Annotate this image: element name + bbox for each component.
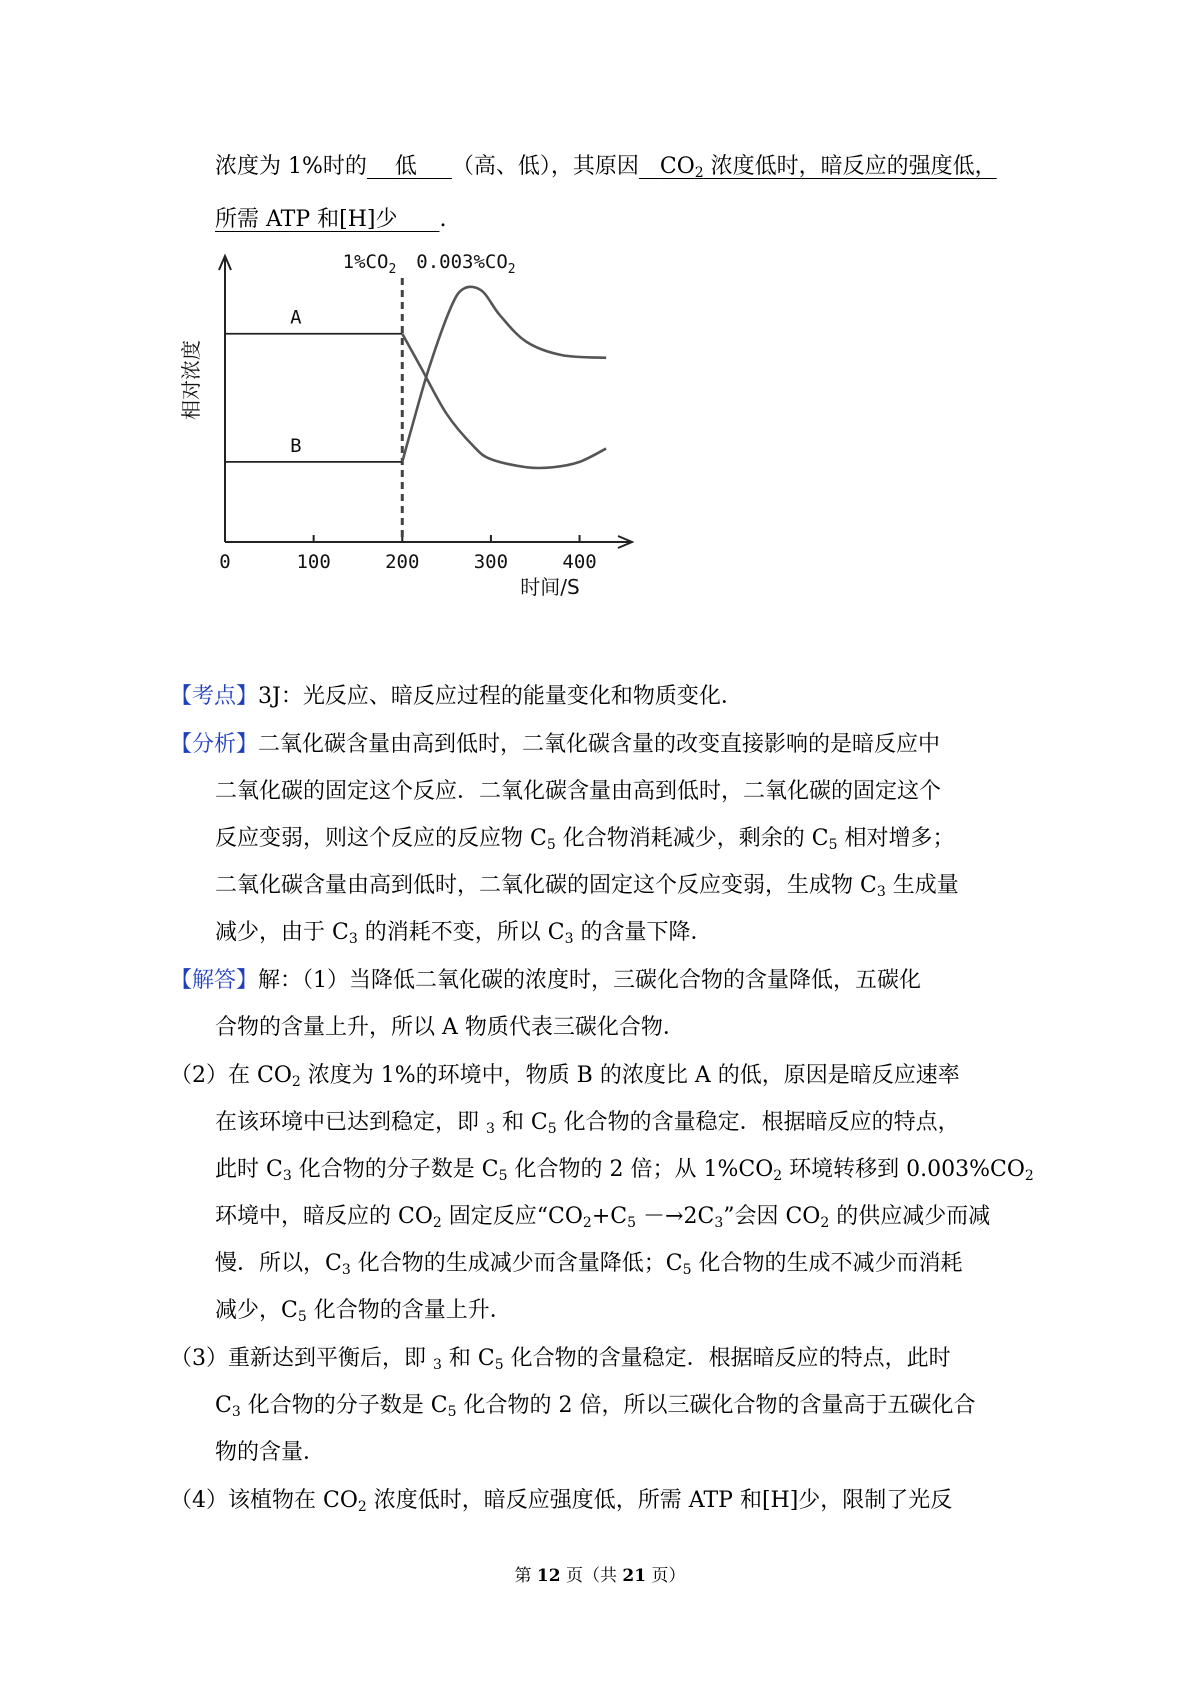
text: 化合物的 2 倍，所以三碳化合物的含量高于五碳化合 <box>456 1393 976 1418</box>
total-pages: 21 <box>622 1566 647 1586</box>
text: 化合物的含量稳定．根据暗反应的特点，此时 <box>503 1346 951 1371</box>
p2-line-5 <box>215 1249 963 1279</box>
subscript: 3 <box>564 931 574 947</box>
text: 页（共 <box>560 1566 623 1586</box>
answer-text: CO <box>659 154 695 179</box>
text: 化合物的分子数是 C <box>240 1393 448 1418</box>
text: 的消耗不变，所以 C <box>357 920 565 945</box>
subscript: 2 <box>820 1215 830 1231</box>
p2-line-6 <box>215 1296 512 1326</box>
kaodian-tag: 【考点】 <box>170 684 259 709</box>
x-tick-label: 400 <box>562 551 597 573</box>
subscript: 2 <box>1024 1168 1034 1184</box>
text: 化合物的分子数是 C <box>291 1157 499 1182</box>
text: +C <box>591 1204 628 1229</box>
text: 反应变弱，则这个反应的反应物 C <box>215 826 547 851</box>
text: 化合物的含量稳定．根据暗反应的特点， <box>556 1110 960 1135</box>
text: 的含量下降． <box>573 920 713 945</box>
annotation-sub: 2 <box>507 262 516 277</box>
text: ”会因 CO <box>723 1204 821 1229</box>
text: 二氧化碳含量由高到低时，二氧化碳含量的改变直接影响的是暗反应中 <box>258 732 941 757</box>
subscript: 2 <box>291 1074 301 1090</box>
subscript: 3 <box>282 1168 292 1184</box>
subscript: 2 <box>582 1215 592 1231</box>
subscript: 3 <box>876 884 886 900</box>
p3-line-3 <box>215 1438 325 1468</box>
annotation-1pct-co2: $1\%CO_2$ <box>342 251 397 277</box>
annotation-sub: 2 <box>388 262 397 277</box>
subscript: 5 <box>546 837 556 853</box>
page-number: 12 <box>536 1566 561 1586</box>
answer-blank <box>215 207 439 232</box>
text: C <box>215 1393 232 1418</box>
answer-text: 低 <box>394 154 417 179</box>
x-tick-label: 200 <box>385 551 420 573</box>
subscript: 3 <box>231 1404 241 1420</box>
annotation-0003pct-co2: $0.003\%CO_2$ <box>416 251 516 277</box>
subscript: 5 <box>682 1262 692 1278</box>
y-axis-label-group <box>179 340 203 420</box>
text: 浓度为 1%的环境中，物质 B 的浓度比 A 的低，原因是暗反应速率 <box>300 1063 960 1088</box>
p3-line-1 <box>170 1344 951 1374</box>
answer-line-2 <box>215 205 446 235</box>
text: 浓度为 1%时的 <box>215 154 367 179</box>
page-footer <box>0 1561 1200 1586</box>
p2-line-4 <box>215 1202 990 1232</box>
subscript: 5 <box>494 1357 504 1373</box>
text: （3）重新达到平衡后，即 <box>170 1346 426 1371</box>
fenxi-tag: 【分析】 <box>170 732 259 757</box>
chart-axes <box>179 256 632 599</box>
text: 二氧化碳含量由高到低时，二氧化碳的固定这个反应变弱，生成物 C <box>215 873 877 898</box>
concentration-chart <box>170 250 670 620</box>
subscript: 3 <box>486 1121 495 1137</box>
text: 慢．所以，C <box>215 1251 342 1276</box>
text: 页） <box>646 1566 686 1586</box>
subscript: 5 <box>828 837 838 853</box>
kaodian-line <box>170 682 743 712</box>
text: 合物的含量上升，所以 A 物质代表三碳化合物． <box>215 1015 685 1040</box>
jieda-line-2 <box>215 1013 685 1043</box>
text: 和 C <box>501 1110 548 1135</box>
text: 的供应减少而减 <box>829 1204 991 1229</box>
y-axis-label: 相对浓度 <box>179 340 203 420</box>
text: 化合物的含量上升． <box>306 1298 512 1323</box>
text: 化合物的生成减少而含量降低；C <box>350 1251 683 1276</box>
p2-line-2 <box>215 1108 960 1138</box>
fenxi-line-1 <box>170 730 940 760</box>
text: 此时 C <box>215 1157 283 1182</box>
x-tick-label: 300 <box>473 551 509 573</box>
text: . <box>439 207 447 232</box>
answer-blank <box>639 154 997 179</box>
text: 解：（1）当降低二氧化碳的浓度时，三碳化合物的含量降低，五碳化 <box>258 968 922 993</box>
series-label-a: A <box>290 306 302 329</box>
fenxi-line-5 <box>215 918 713 948</box>
answer-blank <box>367 154 452 179</box>
text: 化合物消耗减少，剩余的 C <box>555 826 829 851</box>
subscript: 5 <box>498 1168 508 1184</box>
text: 环境中，暗反应的 CO <box>215 1204 433 1229</box>
subscript: 2 <box>773 1168 783 1184</box>
subscript: 2 <box>432 1215 442 1231</box>
answer-text: 所需 ATP 和[H]少 <box>215 207 398 232</box>
series-label-b: B <box>290 434 302 457</box>
chart-marks <box>225 251 606 542</box>
text: －→2C <box>636 1204 715 1229</box>
text: 环境转移到 0.003%CO <box>782 1157 1025 1182</box>
text: 固定反应“CO <box>441 1204 583 1229</box>
answer-line-1 <box>215 152 997 182</box>
text: （2）在 CO <box>170 1063 292 1088</box>
p2-line-1 <box>170 1061 960 1091</box>
subscript: 5 <box>547 1121 557 1137</box>
subscript: 5 <box>447 1404 457 1420</box>
text: 减少，C <box>215 1298 298 1323</box>
text: 相对增多； <box>837 826 955 851</box>
subscript: 2 <box>694 165 704 181</box>
text: 化合物的 2 倍；从 1%CO <box>507 1157 774 1182</box>
fenxi-line-3 <box>215 824 955 854</box>
subscript: 5 <box>627 1215 637 1231</box>
subscript: 3 <box>714 1215 724 1231</box>
x-axis-label: 时间/S <box>520 575 580 599</box>
text: 二氧化碳的固定这个反应．二氧化碳含量由高到低时，二氧化碳的固定这个 <box>215 779 942 804</box>
p4-line-1 <box>170 1486 952 1516</box>
subscript: 3 <box>348 931 358 947</box>
text: 物的含量． <box>215 1440 326 1465</box>
text: （高、低），其原因 <box>451 154 639 179</box>
text: 减少，由于 C <box>215 920 349 945</box>
series-line-b <box>402 287 606 462</box>
text: 化合物的生成不减少而消耗 <box>691 1251 963 1276</box>
text: 第 <box>514 1566 537 1586</box>
fenxi-line-4 <box>215 871 959 901</box>
answer-text: 浓度低时，暗反应的强度低， <box>703 154 997 179</box>
text: 在该环境中已达到稳定，即 <box>215 1110 480 1135</box>
subscript: 3 <box>433 1357 442 1373</box>
text: （4）该植物在 CO <box>170 1488 358 1513</box>
jieda-line-1 <box>170 966 921 996</box>
jieda-tag: 【解答】 <box>170 968 259 993</box>
fenxi-line-2 <box>215 777 941 807</box>
p3-line-2 <box>215 1391 976 1421</box>
x-tick-label: 0 <box>219 551 231 573</box>
subscript: 5 <box>297 1309 307 1325</box>
p2-line-3 <box>215 1155 1034 1185</box>
text: 和 C <box>448 1346 495 1371</box>
kaodian-text: 3J：光反应、暗反应过程的能量变化和物质变化． <box>258 684 743 709</box>
subscript: 3 <box>341 1262 351 1278</box>
x-tick-label: 100 <box>296 551 331 573</box>
text: 生成量 <box>885 873 959 898</box>
text: 浓度低时，暗反应强度低，所需 ATP 和[H]少，限制了光反 <box>366 1488 953 1513</box>
subscript: 2 <box>357 1499 367 1515</box>
